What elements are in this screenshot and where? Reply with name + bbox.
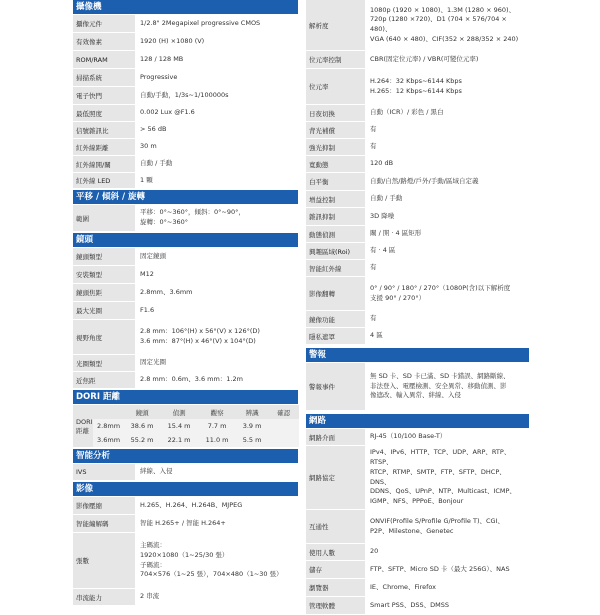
spec-value-line: P2P、Milestone、Genetec bbox=[370, 526, 454, 535]
spec-row bbox=[306, 363, 529, 411]
spec-value bbox=[135, 173, 298, 188]
spec-key: 視野角度 bbox=[73, 320, 135, 354]
spec-value-line: 絆線、入侵 bbox=[140, 467, 173, 476]
spec-row bbox=[73, 87, 298, 105]
spec-row bbox=[73, 105, 298, 122]
spec-row bbox=[73, 173, 298, 189]
spec-row bbox=[306, 191, 529, 208]
spec-key: 光圈類型 bbox=[73, 355, 135, 371]
spec-value-line: 自動 / 手動 bbox=[370, 194, 403, 203]
spec-value-line: 有 bbox=[370, 142, 377, 151]
dori-cell: 5.5 m bbox=[236, 433, 269, 447]
spec-row bbox=[73, 33, 298, 51]
spec-row bbox=[306, 328, 529, 345]
spec-value-line: 固定鏡頭 bbox=[140, 251, 166, 260]
spec-row bbox=[73, 355, 298, 372]
spec-value bbox=[135, 248, 298, 265]
spec-value bbox=[365, 243, 529, 259]
spec-value bbox=[365, 446, 529, 509]
spec-value bbox=[365, 561, 529, 578]
spec-value-line: 像遮改、輸入異常、絆線、入侵 bbox=[370, 391, 461, 400]
spec-key: 背光補償 bbox=[306, 122, 365, 138]
spec-value-line: 20 bbox=[370, 547, 379, 556]
spec-key: 增益控制 bbox=[306, 191, 365, 207]
lens-table bbox=[73, 248, 298, 389]
spec-value bbox=[135, 205, 298, 231]
spec-row bbox=[73, 122, 298, 139]
spec-value bbox=[365, 579, 529, 596]
spec-row bbox=[73, 266, 298, 284]
spec-key: 有效像素 bbox=[73, 33, 135, 50]
spec-value-line: 0° / 90° / 180° / 270°（1080P(含)以下解析度 bbox=[370, 283, 511, 292]
spec-value-line: 自動 / 手動 bbox=[140, 159, 173, 168]
spec-row bbox=[306, 0, 529, 51]
dori-header-cell: 偵測 bbox=[160, 405, 199, 419]
spec-value-line: F1.6 bbox=[140, 305, 155, 314]
spec-key: 紅外線開/關 bbox=[73, 156, 135, 172]
spec-value-line: H.265：12 Kbps~6144 Kbps bbox=[370, 86, 462, 95]
spec-value-line: 720p (1280 ×720)、D1 (704 × 576/704 × 480)、 bbox=[370, 15, 507, 33]
spec-key: 安裝類型 bbox=[73, 266, 135, 283]
spec-key: 位元率 bbox=[306, 69, 365, 104]
spec-key: ROM/RAM bbox=[73, 51, 135, 68]
spec-value-line: Progressive bbox=[140, 72, 178, 81]
spec-value bbox=[135, 284, 298, 301]
dori-label: DORI 距離 bbox=[73, 405, 93, 447]
dori-cell: 15.4 m bbox=[160, 419, 199, 433]
alarm-table bbox=[306, 363, 529, 411]
analysis-table bbox=[73, 464, 298, 481]
spec-row bbox=[306, 208, 529, 226]
spec-row bbox=[306, 226, 529, 243]
spec-value-line: 有 ‧ 4 區 bbox=[370, 246, 396, 255]
spec-value bbox=[365, 69, 529, 104]
spec-value-line: 1080p (1920 × 1080)、1.3M (1280 × 960)、 bbox=[370, 5, 516, 14]
spec-value-line: 有 bbox=[370, 125, 377, 134]
spec-key: 智能紅外線 bbox=[306, 260, 365, 276]
section-alarm-title: 警報 bbox=[306, 348, 529, 362]
spec-key: 鏡頭焦距 bbox=[73, 284, 135, 301]
spec-value bbox=[135, 33, 298, 50]
spec-value-line: 0.002 Lux @F1.6 bbox=[140, 108, 195, 117]
network-table bbox=[306, 429, 529, 615]
spec-row bbox=[73, 15, 298, 33]
spec-row bbox=[306, 173, 529, 191]
spec-value bbox=[365, 191, 529, 207]
spec-key: 智能編解碼 bbox=[73, 515, 135, 532]
spec-key: 雜訊抑制 bbox=[306, 208, 365, 225]
spec-value-line: Smart PSS、DSS、DMSS bbox=[370, 600, 450, 609]
spec-key: 位元率控制 bbox=[306, 51, 365, 68]
spec-key: 寬動態 bbox=[306, 156, 365, 172]
spec-row bbox=[73, 51, 298, 69]
spec-value bbox=[135, 464, 298, 480]
spec-value-line: IPv4、IPv6、HTTP、TCP、UDP、ARP、RTP、RTSP、 bbox=[370, 448, 511, 466]
spec-key: 近焦距 bbox=[73, 372, 135, 388]
spec-key: 網路協定 bbox=[306, 446, 365, 509]
spec-key: 互通性 bbox=[306, 510, 365, 543]
spec-row bbox=[306, 429, 529, 446]
spec-row bbox=[306, 122, 529, 139]
video-cont-table bbox=[306, 0, 529, 345]
ptz-table bbox=[73, 205, 298, 232]
spec-value bbox=[135, 320, 298, 354]
spec-value bbox=[365, 311, 529, 327]
dori-cell: 38.6 m bbox=[125, 419, 160, 433]
spec-value-line: ONVIF(Profile S/Profile G/Profile T)、CGI、 bbox=[370, 516, 504, 525]
spec-key: 白平衡 bbox=[306, 173, 365, 190]
spec-value bbox=[135, 15, 298, 32]
left-column bbox=[73, 0, 298, 606]
spec-value bbox=[365, 105, 529, 121]
spec-value-line: 1 顆 bbox=[140, 175, 153, 184]
spec-row bbox=[73, 205, 298, 232]
spec-row bbox=[73, 156, 298, 173]
spec-key: IVS bbox=[73, 464, 135, 480]
spec-key: 張數 bbox=[73, 533, 135, 588]
spec-key: 紅外線 LED bbox=[73, 173, 135, 188]
spec-key: 電子快門 bbox=[73, 87, 135, 104]
spec-value-line: 120 dB bbox=[370, 159, 394, 168]
spec-value-line: 1920 (H) ×1080 (V) bbox=[140, 36, 205, 45]
dori-cell: 22.1 m bbox=[160, 433, 199, 447]
spec-value bbox=[135, 589, 298, 605]
spec-value bbox=[365, 277, 529, 310]
spec-value bbox=[135, 515, 298, 532]
spec-key: 影像壓縮 bbox=[73, 497, 135, 514]
spec-value-line: 3.6 mm：87°(H) x 46°(V) x 104°(D) bbox=[140, 337, 256, 345]
section-video-title: 影像 bbox=[73, 482, 298, 496]
spec-value-line: 1920×1080（1~25/30 張） bbox=[140, 550, 229, 559]
spec-value-line: H.265、H.264、H.264B、MJPEG bbox=[140, 500, 243, 509]
spec-value bbox=[135, 139, 298, 155]
spec-row bbox=[306, 105, 529, 122]
spec-row bbox=[306, 156, 529, 173]
spec-key: 隱私遮罩 bbox=[306, 328, 365, 344]
spec-value-line: 自動/手動，1/3s~1/100000s bbox=[140, 90, 229, 99]
spec-row bbox=[73, 515, 298, 533]
spec-key: 使用人數 bbox=[306, 544, 365, 560]
dori-header-cell: 辨識 bbox=[236, 405, 269, 419]
section-camera-title: 攝像機 bbox=[73, 0, 298, 14]
spec-value-line: 平移：0°~360°，傾斜：0°~90°， bbox=[140, 208, 245, 217]
spec-key: 警報事件 bbox=[306, 363, 365, 410]
spec-value bbox=[135, 355, 298, 371]
spec-value-line: 有 bbox=[370, 263, 377, 272]
spec-value bbox=[365, 51, 529, 68]
spec-row bbox=[73, 464, 298, 481]
spec-value-line: 30 m bbox=[140, 142, 157, 151]
spec-value bbox=[135, 533, 298, 588]
spec-row bbox=[306, 260, 529, 277]
spec-value-line: 2.8 mm：106°(H) x 56°(V) x 126°(D) bbox=[140, 327, 260, 336]
section-network-title: 網路 bbox=[306, 414, 529, 428]
spec-row bbox=[73, 139, 298, 156]
spec-value bbox=[135, 51, 298, 68]
spec-value-line: > 56 dB bbox=[140, 125, 167, 134]
spec-value bbox=[135, 497, 298, 514]
spec-value-line: M12 bbox=[140, 269, 154, 278]
spec-value-line: RJ-45（10/100 Base-T） bbox=[370, 432, 447, 441]
spec-row bbox=[73, 372, 298, 389]
spec-value bbox=[135, 87, 298, 104]
spec-row bbox=[306, 597, 529, 615]
spec-key: 日夜切換 bbox=[306, 105, 365, 121]
dori-cell: 3.9 m bbox=[236, 419, 269, 433]
spec-row bbox=[73, 320, 298, 355]
spec-value bbox=[365, 429, 529, 445]
spec-row bbox=[73, 533, 298, 589]
spec-value-line: 子碼流： bbox=[140, 560, 166, 569]
spec-key: 影像翻轉 bbox=[306, 277, 365, 310]
section-ptz-title: 平移 / 傾斜 / 旋轉 bbox=[73, 190, 298, 204]
spec-key: 網路介面 bbox=[306, 429, 365, 445]
spec-key: 解析度 bbox=[306, 0, 365, 50]
spec-value bbox=[365, 139, 529, 155]
dori-cell: 11.0 m bbox=[199, 433, 236, 447]
spec-value-line: 主碼流： bbox=[140, 541, 166, 549]
spec-value bbox=[135, 69, 298, 86]
spec-key: 動態偵測 bbox=[306, 226, 365, 242]
dori-cell-pad bbox=[269, 433, 299, 447]
spec-key: 管理軟體 bbox=[306, 597, 365, 614]
spec-key: 範圍 bbox=[73, 205, 135, 231]
spec-row bbox=[306, 51, 529, 69]
dori-header-cell: 觀察 bbox=[199, 405, 236, 419]
spec-value-line: 旋轉：0°~360° bbox=[140, 218, 188, 226]
spec-value bbox=[135, 105, 298, 121]
spec-value bbox=[135, 302, 298, 319]
spec-key: 興趣區域(Roi) bbox=[306, 243, 365, 259]
spec-row bbox=[306, 510, 529, 544]
spec-key: 鏡像功能 bbox=[306, 311, 365, 327]
spec-value bbox=[135, 372, 298, 388]
spec-value-line: 智能 H.265+ / 智能 H.264+ bbox=[140, 518, 226, 527]
spec-value bbox=[365, 328, 529, 344]
spec-row bbox=[73, 248, 298, 266]
spec-key: 紅外線距離 bbox=[73, 139, 135, 155]
spec-value-line: 2 串流 bbox=[140, 592, 160, 601]
spec-value-line: DDNS、QoS、UPnP、NTP、Multicast、ICMP、 bbox=[370, 487, 516, 496]
spec-row bbox=[73, 69, 298, 87]
spec-row bbox=[306, 446, 529, 510]
spec-value-line: 非法登入、電壓檢測、安全異常、移動偵測、影 bbox=[370, 381, 507, 390]
dori-table bbox=[73, 405, 298, 447]
dori-cell: 55.2 m bbox=[125, 433, 160, 447]
spec-key: 最低照度 bbox=[73, 105, 135, 121]
spec-value-line: 自動/自然/路燈/戶外/手動/區域自定義 bbox=[370, 176, 479, 185]
spec-value-line: 2.8mm、3.6mm bbox=[140, 287, 193, 296]
spec-value bbox=[135, 156, 298, 172]
spec-value-line: 無 SD 卡、SD 卡已滿、SD 卡錯誤、網路斷線、 bbox=[370, 371, 510, 380]
spec-key: 鏡頭類型 bbox=[73, 248, 135, 265]
spec-key: 強光抑制 bbox=[306, 139, 365, 155]
dori-cell-pad bbox=[269, 419, 299, 433]
dori-header-blank bbox=[93, 405, 125, 419]
dori-grid bbox=[93, 405, 299, 447]
spec-value-line: RTCP、RTMP、SMTP、FTP、SFTP、DHCP、DNS、 bbox=[370, 467, 506, 486]
spec-key: 最大光圈 bbox=[73, 302, 135, 319]
spec-value-line: 4 區 bbox=[370, 331, 383, 340]
spec-key: 串流能力 bbox=[73, 589, 135, 605]
spec-value-line: 128 / 128 MB bbox=[140, 54, 184, 63]
spec-key: 攝像元件 bbox=[73, 15, 135, 32]
section-dori-title: DORI 距離 bbox=[73, 390, 298, 404]
spec-value-line: 有 bbox=[370, 314, 377, 323]
spec-value-line: FTP、SFTP、Micro SD 卡（最大 256G）、NAS bbox=[370, 564, 510, 573]
spec-value bbox=[365, 544, 529, 560]
spec-value-line: IGMP、NFS、PPPoE、Bonjour bbox=[370, 497, 464, 505]
spec-key: 掃描系統 bbox=[73, 69, 135, 86]
dori-cell: 3.6mm bbox=[93, 433, 125, 447]
spec-value-line: H.264：32 Kbps~6144 Kbps bbox=[370, 76, 462, 85]
dori-header-cell: 鏡頭 bbox=[125, 405, 160, 419]
dori-cell: 7.7 m bbox=[199, 419, 236, 433]
spec-value bbox=[135, 266, 298, 283]
dori-header-cell: 確認 bbox=[269, 405, 299, 419]
spec-row bbox=[73, 302, 298, 320]
spec-value-line: 支援 90° / 270°） bbox=[370, 293, 426, 302]
spec-row bbox=[306, 561, 529, 579]
spec-value bbox=[365, 260, 529, 276]
spec-row bbox=[306, 277, 529, 311]
spec-value bbox=[365, 510, 529, 543]
spec-value-line: 1/2.8" 2Megapixel progressive CMOS bbox=[140, 18, 261, 27]
spec-row bbox=[306, 579, 529, 597]
spec-row bbox=[73, 284, 298, 302]
spec-key: 信號雜訊比 bbox=[73, 122, 135, 138]
spec-row bbox=[306, 544, 529, 561]
spec-value-line: IE、Chrome、Firefox bbox=[370, 582, 437, 591]
spec-row bbox=[73, 589, 298, 606]
spec-value bbox=[365, 173, 529, 190]
dori-cell: 2.8mm bbox=[93, 419, 125, 433]
spec-value bbox=[365, 363, 529, 410]
spec-value bbox=[135, 122, 298, 138]
spec-value-line: 2.8 mm：0.6m、3.6 mm：1.2m bbox=[140, 375, 243, 384]
camera-table bbox=[73, 15, 298, 189]
video-table bbox=[73, 497, 298, 606]
spec-value-line: 3D 降噪 bbox=[370, 211, 395, 220]
section-lens-title: 鏡頭 bbox=[73, 233, 298, 247]
spec-row bbox=[306, 311, 529, 328]
spec-value-line: 自動（ICR）/ 彩色 / 黑白 bbox=[370, 108, 444, 117]
spec-value bbox=[365, 122, 529, 138]
spec-value bbox=[365, 156, 529, 172]
spec-row bbox=[306, 69, 529, 105]
spec-value-line: 關 / 開 ‧ 4 區矩形 bbox=[370, 229, 422, 238]
spec-key: 儲存 bbox=[306, 561, 365, 578]
spec-value-line: VGA (640 × 480)、CIF(352 × 288/352 × 240) bbox=[370, 34, 519, 43]
spec-row bbox=[306, 139, 529, 156]
spec-value-line: CBR(固定位元率) / VBR(可變位元率) bbox=[370, 54, 479, 63]
spec-value bbox=[365, 226, 529, 242]
spec-value-line: 固定光圈 bbox=[140, 358, 166, 367]
spec-row bbox=[73, 497, 298, 515]
right-column bbox=[306, 0, 529, 615]
spec-key: 瀏覽器 bbox=[306, 579, 365, 596]
spec-value bbox=[365, 597, 529, 614]
spec-value bbox=[365, 208, 529, 225]
spec-value bbox=[365, 0, 529, 50]
spec-value-line: 704×576（1~25 張），704×480（1~30 張） bbox=[140, 570, 283, 579]
spec-row bbox=[306, 243, 529, 260]
section-analysis-title: 智能分析 bbox=[73, 449, 298, 463]
